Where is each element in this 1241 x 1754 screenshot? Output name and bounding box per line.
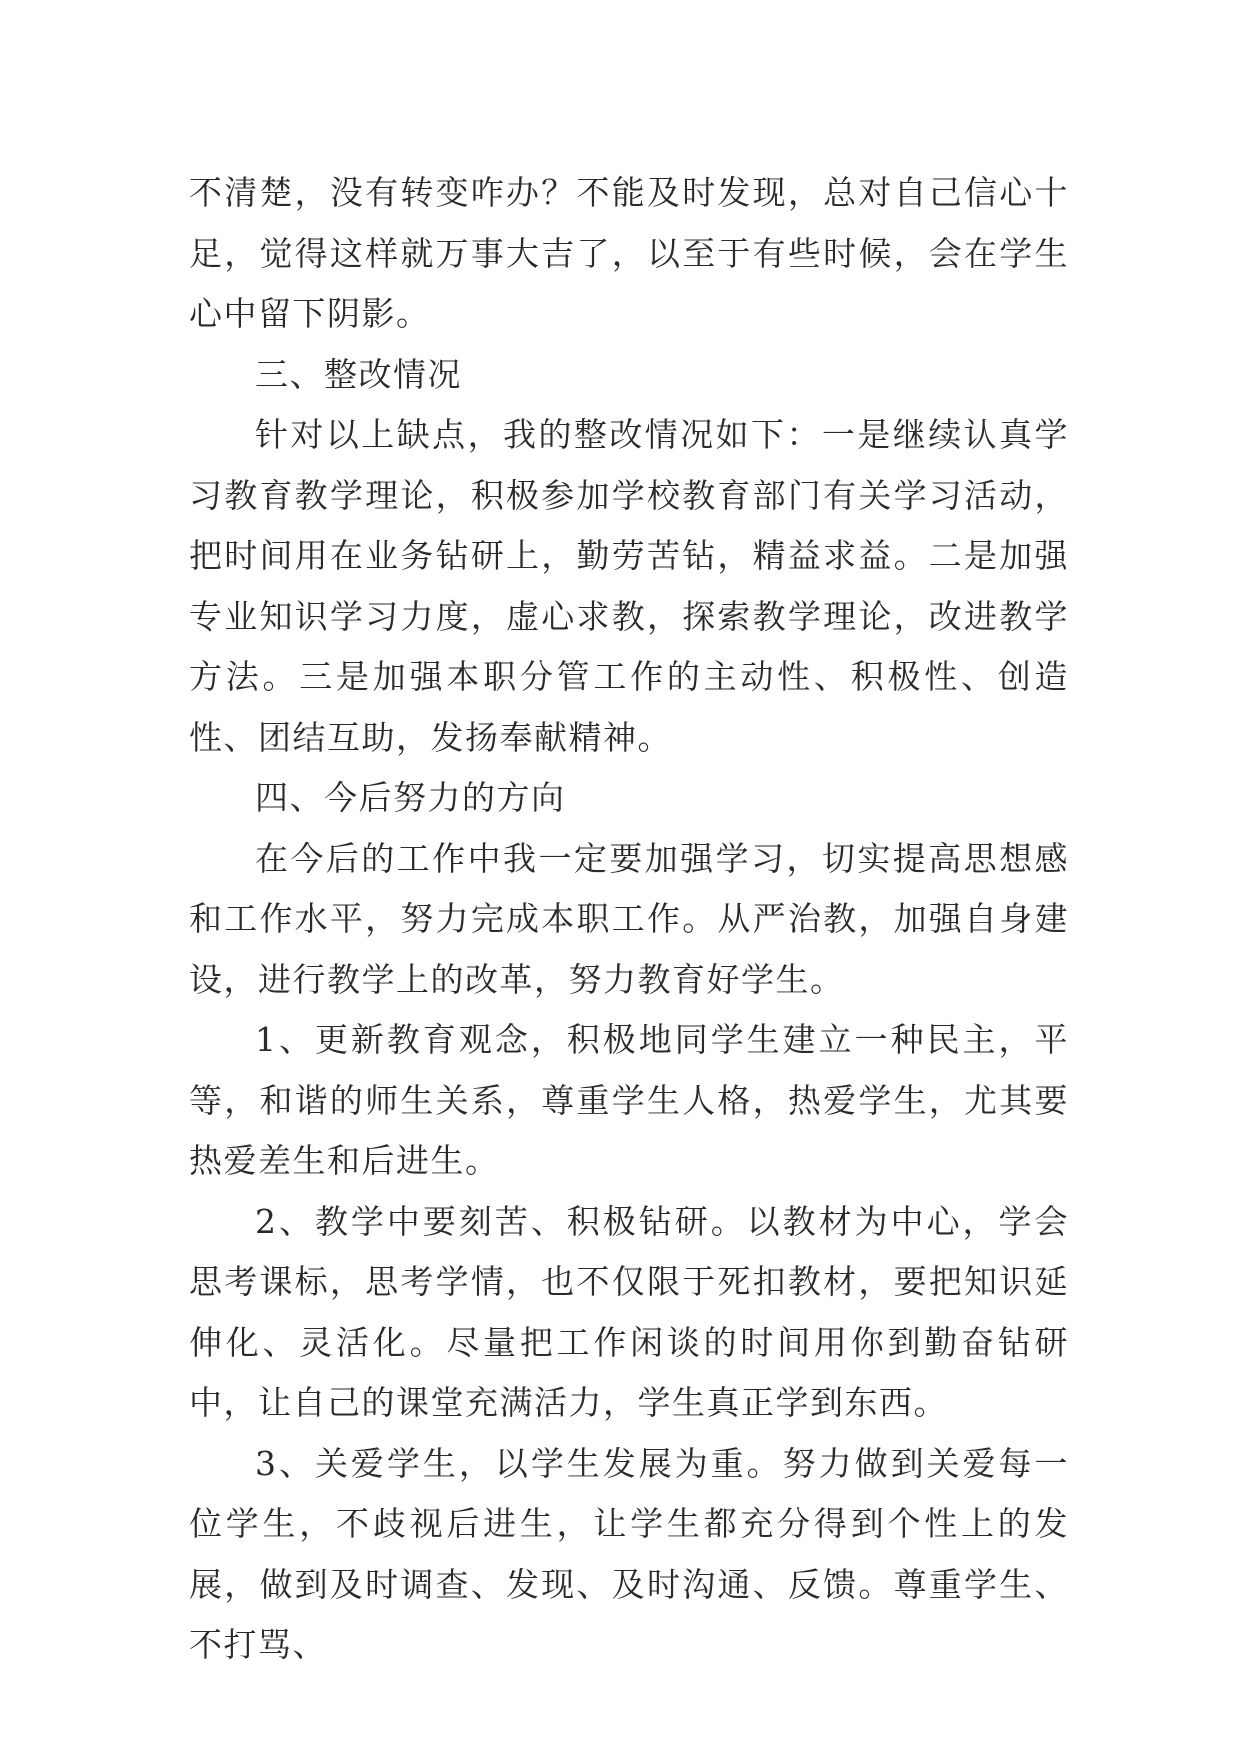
paragraph-rectification: 针对以上缺点，我的整改情况如下：一是继续认真学习教育教学理论，积极参加学校教育部门有关学习活动，把时间用在业务钻研上，勤劳苦钻，精益求益。二是加强专业知识学习力度，虚心求教，探索教学理论，改进教学方法。三是加强本职分管工作的主动性、积极性、创造性、团结互助，发扬奉献精神。 xyxy=(189,415,1069,757)
section-heading-future-direction: 四、今后努力的方向 xyxy=(255,778,566,817)
document-body xyxy=(189,163,1069,1676)
list-item-2: 2、教学中要刻苦、积极钻研。以教材为中心，学会思考课标，思考学情，也不仅限于死扣教材，要把知识延伸化、灵活化。尽量把工作闲谈的时间用你到勤奋钻研中，让自己的课堂充满活力，学生真正学到东西。 xyxy=(189,1201,1069,1422)
list-item-3: 3、关爱学生，以学生发展为重。努力做到关爱每一位学生，不歧视后进生，让学生都充分得到个性上的发展，做到及时调查、发现、及时沟通、反馈。尊重学生、不打骂、 xyxy=(189,1443,1069,1664)
paragraph-continuation: 不清楚，没有转变咋办？不能及时发现，总对自己信心十足，觉得这样就万事大吉了，以至于有些时候，会在学生心中留下阴影。 xyxy=(189,173,1069,333)
section-heading-rectification: 三、整改情况 xyxy=(255,354,462,394)
paragraph-future-direction: 在今后的工作中我一定要加强学习，切实提高思想感和工作水平，努力完成本职工作。从严治教，加强自身建设，进行教学上的改革，努力教育好学生。 xyxy=(189,838,1069,999)
list-item-1: 1、更新教育观念，积极地同学生建立一种民主，平等，和谐的师生关系，尊重学生人格，热爱学生，尤其要热爱差生和后进生。 xyxy=(189,1020,1069,1180)
